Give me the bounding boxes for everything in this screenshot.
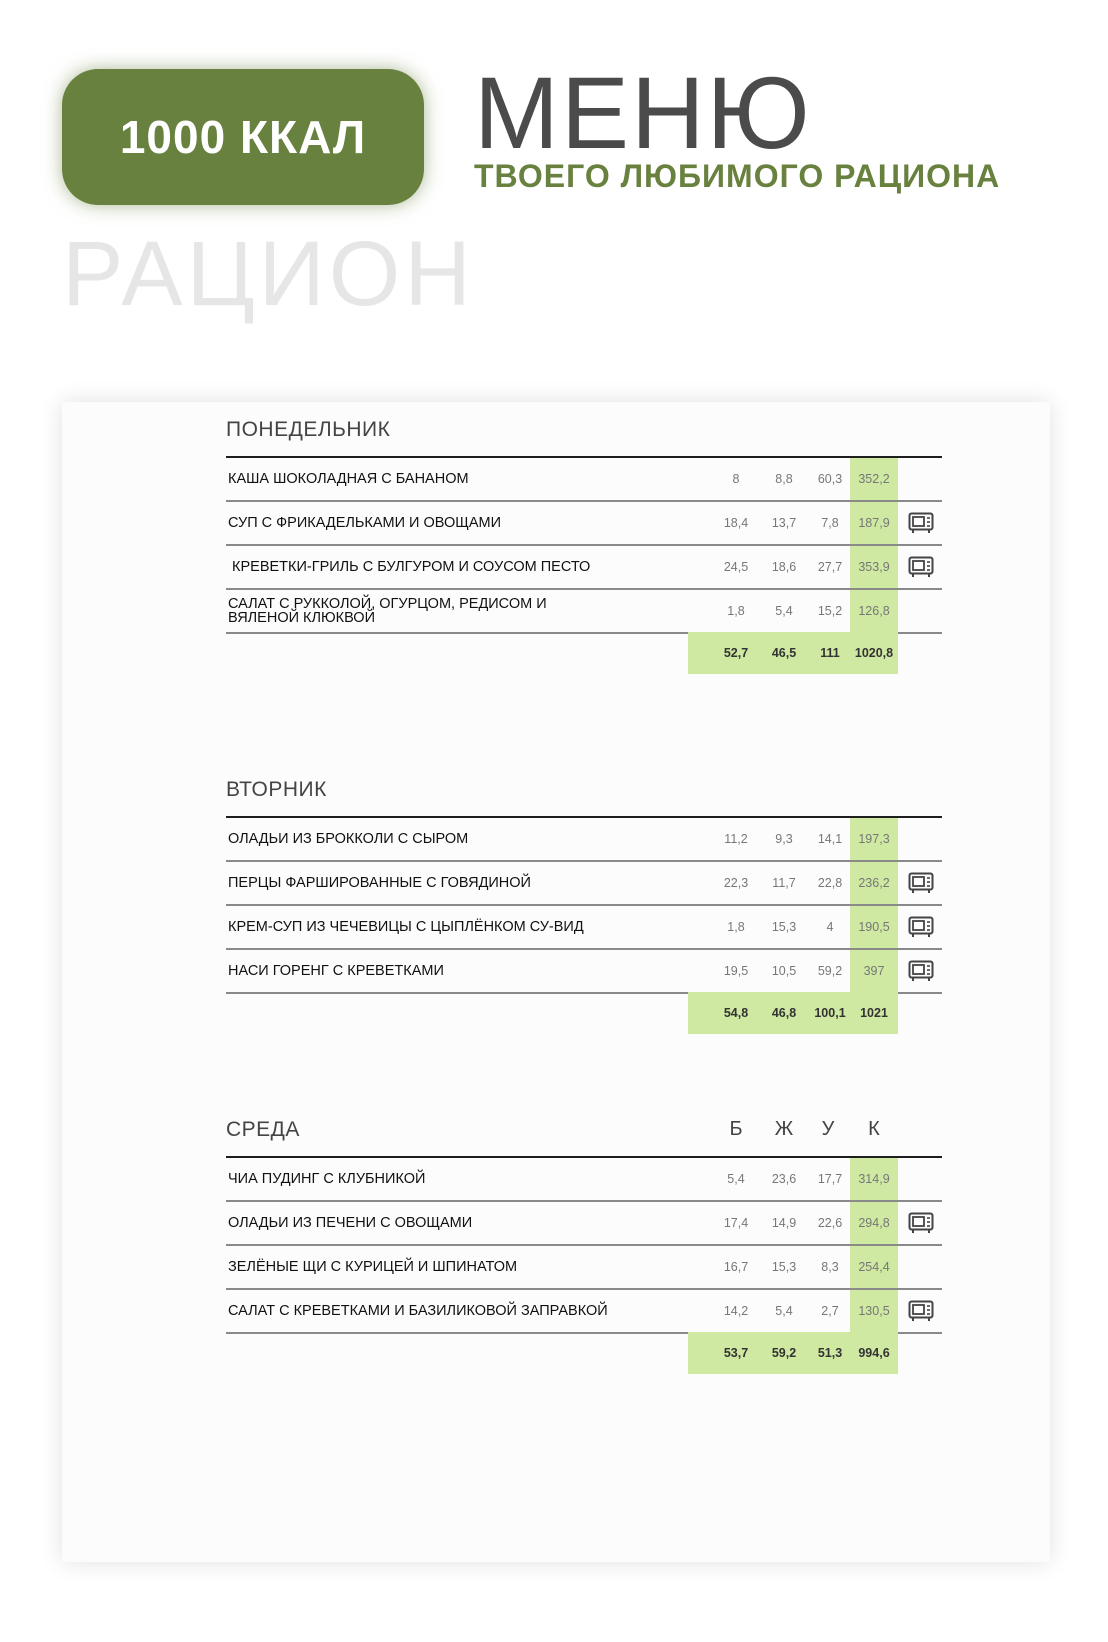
table-row: [226, 1246, 942, 1290]
protein-total: 53,7: [723, 1346, 749, 1360]
kcal-value: 190,5: [850, 906, 898, 948]
day-title: СРЕДА: [226, 1118, 300, 1141]
protein-value: 8: [732, 472, 740, 486]
carbs-value: 17,7: [817, 1172, 843, 1186]
protein-total: 54,8: [723, 1006, 749, 1020]
fat-value: 5,4: [775, 604, 793, 618]
fat-value: 15,3: [771, 920, 797, 934]
day-title: ВТОРНИК: [226, 778, 327, 801]
kcal-value: 294,8: [850, 1202, 898, 1244]
carbs-value: 2,7: [821, 1304, 839, 1318]
carbs-value: 4: [826, 920, 834, 934]
kcal-value: 130,5: [850, 1290, 898, 1332]
table-row: [226, 1290, 942, 1334]
fat-value: 11,7: [772, 876, 796, 890]
kcal-total: 994,6: [858, 1346, 890, 1360]
fat-value: 13,7: [771, 516, 797, 530]
fat-value: 18,6: [771, 560, 797, 574]
kcal-value: 353,9: [850, 546, 898, 588]
protein-value: 1,8: [727, 604, 745, 618]
calorie-badge: 1000 ККАЛ: [62, 69, 424, 205]
carbs-value: 59,2: [817, 964, 843, 978]
table-row: [226, 502, 942, 546]
dish-name: ЧИА ПУДИНГ С КЛУБНИКОЙ: [228, 1170, 426, 1187]
dish-table: [226, 816, 942, 1034]
fat-value: 23,6: [771, 1172, 797, 1186]
page-title: МЕНЮ: [474, 56, 812, 170]
carbs-total: 51,3: [817, 1346, 843, 1360]
column-header-carbs: У: [821, 1118, 835, 1140]
kcal-value: 197,3: [850, 818, 898, 860]
protein-value: 18,4: [723, 516, 749, 530]
dish-name: КАША ШОКОЛАДНАЯ С БАНАНОМ: [228, 470, 469, 487]
fat-total: 46,8: [771, 1006, 797, 1020]
table-row: [226, 590, 942, 634]
totals-row: [226, 1334, 942, 1374]
fat-total: 59,2: [771, 1346, 797, 1360]
fat-value: 10,5: [771, 964, 797, 978]
microwave-icon: [908, 1300, 934, 1322]
dish-table: [226, 1156, 942, 1374]
table-row: [226, 906, 942, 950]
totals-row: [226, 634, 942, 674]
carbs-value: 8,3: [821, 1260, 839, 1274]
fat-value: 15,3: [771, 1260, 797, 1274]
carbs-value: 7,8: [821, 516, 839, 530]
table-row: [226, 458, 942, 502]
carbs-total: 100,1: [814, 1006, 846, 1020]
totals-row: [226, 994, 942, 1034]
kcal-value: 352,2: [850, 458, 898, 500]
dish-name: КРЕВЕТКИ-ГРИЛЬ С БУЛГУРОМ И СОУСОМ ПЕСТО: [228, 558, 591, 575]
carbs-total: 111: [820, 646, 840, 660]
carbs-value: 14,1: [817, 832, 843, 846]
protein-value: 14,2: [723, 1304, 749, 1318]
kcal-total: 1020,8: [854, 646, 894, 660]
table-row: [226, 818, 942, 862]
fat-value: 8,8: [775, 472, 793, 486]
carbs-value: 60,3: [817, 472, 843, 486]
day-title: ПОНЕДЕЛЬНИК: [226, 418, 391, 441]
kcal-value: 314,9: [850, 1158, 898, 1200]
microwave-icon: [908, 512, 934, 534]
dish-name: КРЕМ-СУП ИЗ ЧЕЧЕВИЦЫ С ЦЫПЛЁНКОМ СУ-ВИД: [228, 918, 584, 935]
column-header-fat: Ж: [774, 1118, 794, 1140]
table-row: [226, 1158, 942, 1202]
kcal-value: 187,9: [850, 502, 898, 544]
protein-value: 19,5: [723, 964, 749, 978]
kcal-value: 397: [850, 950, 898, 992]
protein-value: 5,4: [727, 1172, 745, 1186]
table-row: [226, 862, 942, 906]
fat-value: 14,9: [771, 1216, 797, 1230]
table-row: [226, 950, 942, 994]
protein-value: 17,4: [723, 1216, 749, 1230]
column-header-protein: Б: [729, 1118, 743, 1140]
dish-name: ОЛАДЬИ ИЗ ПЕЧЕНИ С ОВОЩАМИ: [228, 1214, 473, 1231]
dish-name: ОЛАДЬИ ИЗ БРОККОЛИ С СЫРОМ: [228, 830, 469, 847]
kcal-total: 1021: [860, 1006, 888, 1020]
page-subtitle: ТВОЕГО ЛЮБИМОГО РАЦИОНА: [474, 158, 1001, 194]
protein-total: 52,7: [723, 646, 749, 660]
carbs-value: 22,8: [817, 876, 843, 890]
dish-name: СУП С ФРИКАДЕЛЬКАМИ И ОВОЩАМИ: [228, 514, 502, 531]
carbs-value: 22,6: [817, 1216, 843, 1230]
dish-name: САЛАТ С КРЕВЕТКАМИ И БАЗИЛИКОВОЙ ЗАПРАВКОЙ: [228, 1302, 608, 1319]
kcal-value: 126,8: [850, 590, 898, 632]
dish-name: ЗЕЛЁНЫЕ ЩИ С КУРИЦЕЙ И ШПИНАТОМ: [228, 1258, 518, 1275]
table-row: [226, 1202, 942, 1246]
table-row: [226, 546, 942, 590]
kcal-value: 254,4: [850, 1246, 898, 1288]
fat-value: 9,3: [775, 832, 793, 846]
microwave-icon: [908, 960, 934, 982]
protein-value: 1,8: [727, 920, 745, 934]
microwave-icon: [908, 872, 934, 894]
fat-value: 5,4: [775, 1304, 793, 1318]
microwave-icon: [908, 1212, 934, 1234]
protein-value: 16,7: [723, 1260, 749, 1274]
dish-name: САЛАТ С РУККОЛОЙ, ОГУРЦОМ, РЕДИСОМ И ВЯЛЕНОЙ КЛЮКВОЙ: [228, 595, 547, 626]
background-watermark-word: РАЦИОН: [62, 223, 475, 325]
protein-value: 11,2: [724, 832, 748, 846]
dish-name: НАСИ ГОРЕНГ С КРЕВЕТКАМИ: [228, 962, 444, 979]
protein-value: 22,3: [723, 876, 749, 890]
column-header-kcal: К: [868, 1118, 880, 1140]
microwave-icon: [908, 916, 934, 938]
kcal-value: 236,2: [850, 862, 898, 904]
fat-total: 46,5: [771, 646, 797, 660]
microwave-icon: [908, 556, 934, 578]
protein-value: 24,5: [723, 560, 749, 574]
carbs-value: 27,7: [817, 560, 843, 574]
dish-table: [226, 456, 942, 674]
carbs-value: 15,2: [817, 604, 843, 618]
dish-name: ПЕРЦЫ ФАРШИРОВАННЫЕ С ГОВЯДИНОЙ: [228, 874, 531, 891]
